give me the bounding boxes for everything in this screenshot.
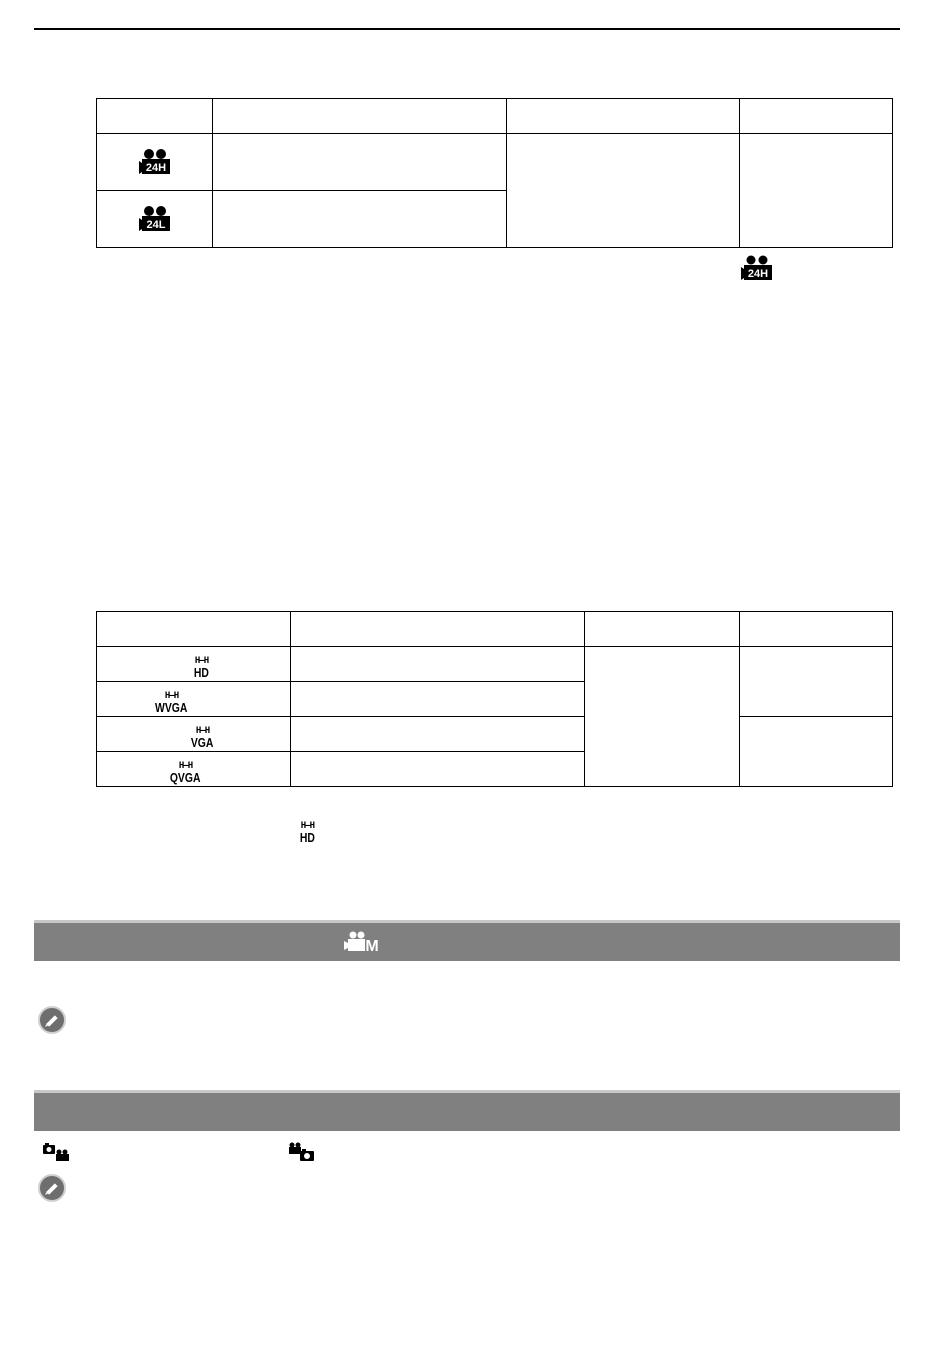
table-header-row [97,99,893,134]
svg-text:24L: 24L [146,219,165,231]
hd-quality-inline-icon: H—H HD [299,821,315,845]
movie-24h-inline-icon [741,255,773,281]
quality-cell [97,717,291,752]
qvga-quality-icon: H—H QVGA [170,760,201,785]
quality-cell [97,682,291,717]
table-row [97,717,893,752]
note-pencil-icon [38,1174,66,1202]
section-header-band [34,1090,900,1131]
rec-mode-cell [97,191,213,248]
table-row [97,134,893,191]
recording-mode-table [96,98,893,248]
svg-text:M: M [365,938,379,953]
rec-mode-cell [97,134,213,191]
vga-quality-icon: H—H VGA [191,725,214,750]
hd-quality-icon: H—H HD [193,655,210,680]
wvga-quality-icon: H—H WVGA [155,690,188,715]
camera-movie-icon [42,1142,72,1162]
svg-text:24H: 24H [747,268,769,280]
svg-text:24H: 24H [145,162,166,174]
quality-cell [97,647,291,682]
top-rule [34,28,900,30]
picture-quality-table [96,611,893,787]
note-pencil-icon [38,1006,66,1034]
table-header-row [97,612,893,647]
movie-camera-icon [287,1142,317,1162]
motion-picture-mode-icon [343,931,379,953]
section-header-band [34,920,900,961]
movie-24h-icon [139,148,171,176]
table-row [97,647,893,682]
quality-cell [97,752,291,787]
movie-24l-icon [139,205,171,233]
